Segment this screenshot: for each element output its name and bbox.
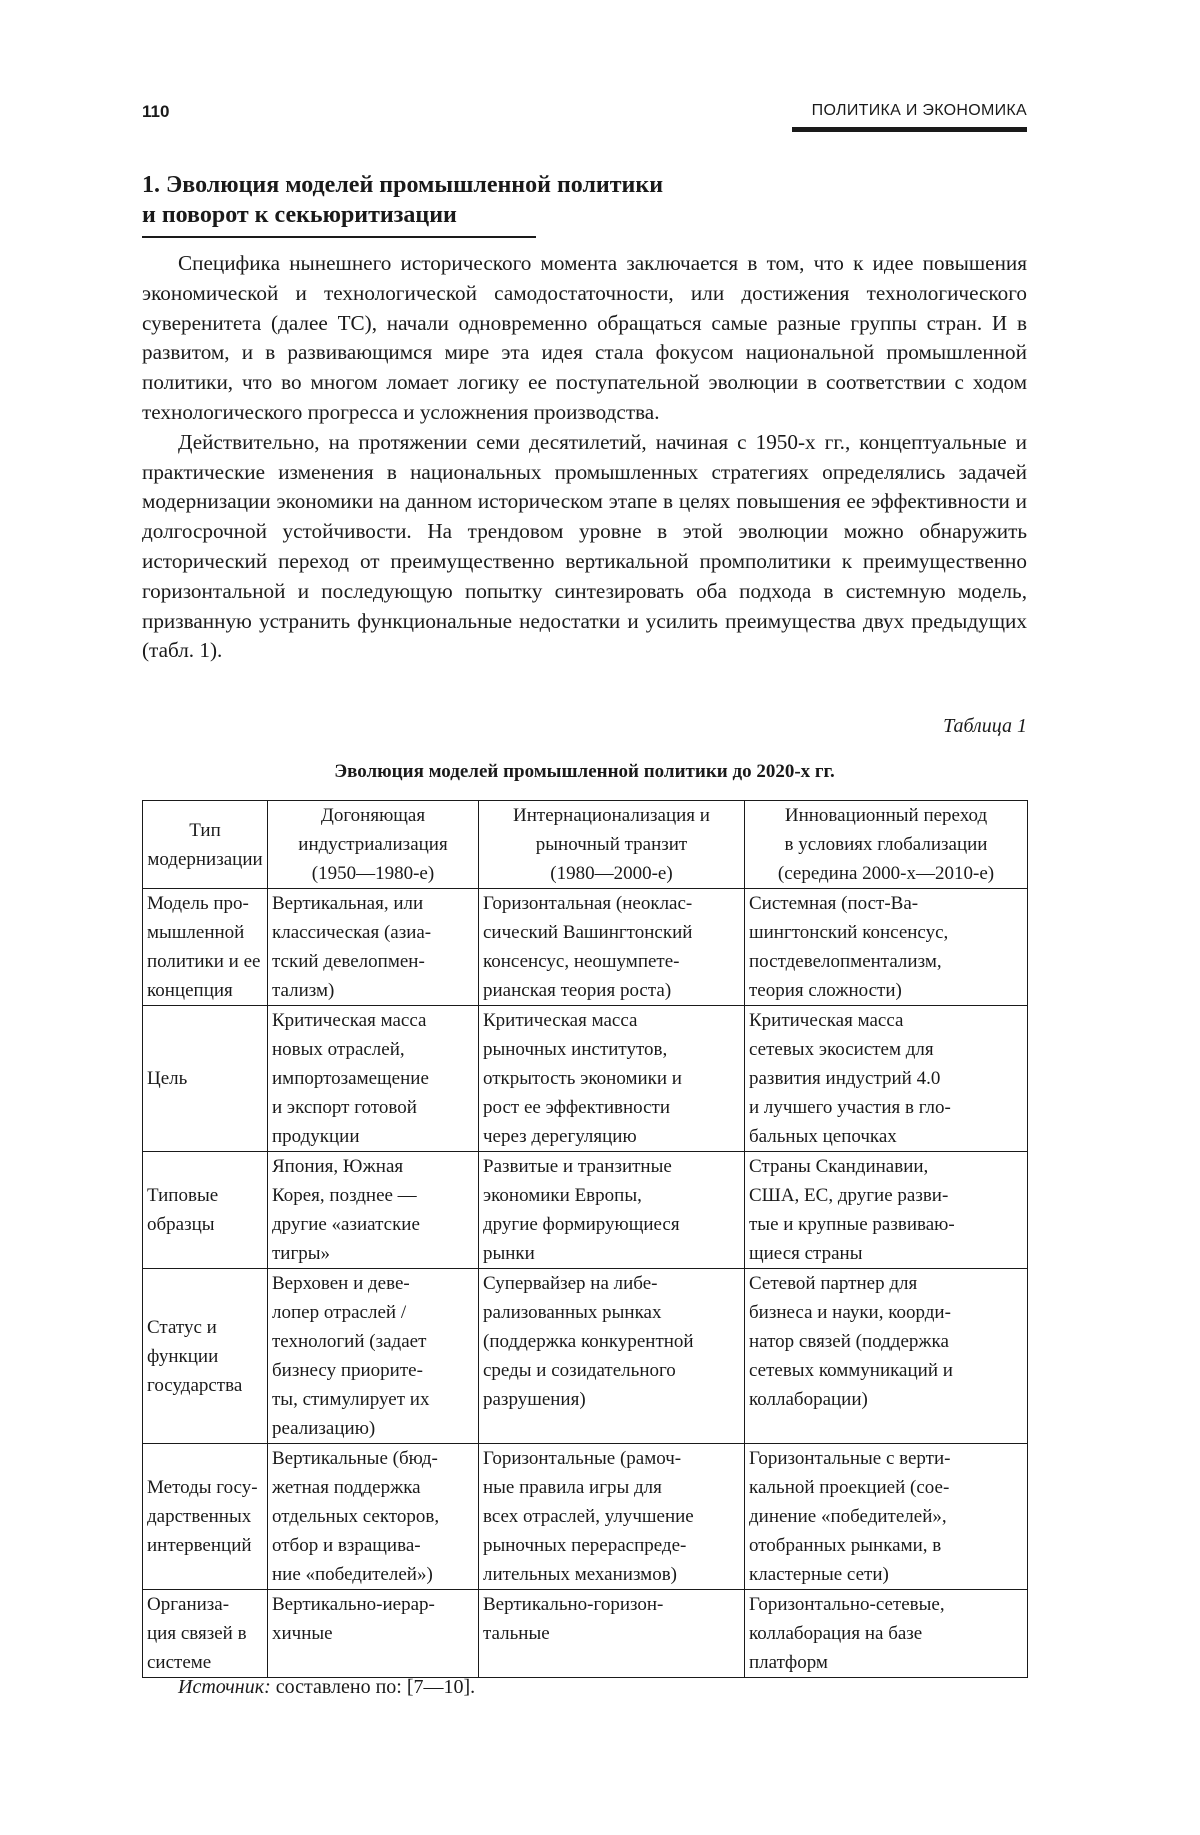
cell-line: Методы госу- — [147, 1477, 258, 1498]
cell-line: Горизонтальные (рамоч- — [483, 1448, 682, 1469]
cell-line: сетевых коммуникаций и — [749, 1360, 953, 1381]
cell-line: отбор и взращива- — [272, 1535, 421, 1556]
table-cell — [745, 1590, 1028, 1678]
table-cell — [268, 1006, 479, 1152]
cell-line: бизнеса и науки, коорди- — [749, 1302, 951, 1323]
cell-line: всех отраслей, улучшение — [483, 1506, 694, 1527]
cell-line: и лучшего участия в гло- — [749, 1097, 951, 1118]
cell-line: рыночных институтов, — [483, 1039, 668, 1060]
table-cell — [745, 889, 1028, 1006]
cell-line: ные правила игры для — [483, 1477, 662, 1498]
table-cell — [745, 1152, 1028, 1269]
paragraph: Специфика нынешнего исторического момента заключается в том, что к идее повышения экономической и технологической самодостаточности, или достижения технологического суверенитета (далее ТС), начали одновременно обращаться самые разные группы стран. И в развитом, и в развивающимся мире эта идея стала фокусом национальной промышленной политики, что во многом ломает логику ее поступательной эволюции в соответствии с ходом технологического прогресса и усложнения производства. — [142, 251, 1027, 424]
table-cell — [268, 1269, 479, 1444]
table-cell — [479, 1269, 745, 1444]
cell-line: консенсус, неошумпете- — [483, 951, 680, 972]
cell-line: модернизации — [147, 848, 263, 870]
cell-line: шингтонский консенсус, — [749, 922, 949, 943]
source-text: составлено по: [7—10]. — [270, 1676, 476, 1698]
cell-line: Горизонтальная (неоклас- — [483, 893, 693, 914]
cell-line: (1980—2000-е) — [550, 863, 673, 884]
cell-line: и экспорт готовой — [272, 1097, 417, 1118]
cell-line: лительных механизмов) — [483, 1564, 677, 1585]
cell-line: экономики Европы, — [483, 1185, 642, 1206]
cell-line: классическая (азиа- — [272, 922, 432, 943]
body-text — [142, 249, 1027, 666]
running-section-name: ПОЛИТИКА И ЭКОНОМИКА — [811, 102, 1027, 119]
cell-line: Статус и — [147, 1316, 217, 1338]
table-cell — [745, 1006, 1028, 1152]
table-row — [143, 1590, 1028, 1678]
cell-line: кальной проекцией (сое- — [749, 1477, 950, 1498]
cell-line: тальные — [483, 1623, 550, 1644]
cell-line: Развитые и транзитные — [483, 1156, 672, 1177]
cell-line: отобранных рынками, в — [749, 1535, 942, 1556]
cell-line: дарственных — [147, 1506, 252, 1527]
table-header-row — [143, 801, 1028, 889]
cell-line: США, ЕС, другие разви- — [749, 1185, 949, 1206]
row-header-cell — [143, 1269, 268, 1444]
cell-line: Критическая масса — [749, 1010, 904, 1031]
table-cell — [268, 1152, 479, 1269]
row-header-cell — [143, 1590, 268, 1678]
cell-line: кластерные сети) — [749, 1564, 889, 1585]
cell-line: ты, стимулирует их — [272, 1389, 430, 1410]
cell-line: коллаборация на базе — [749, 1623, 923, 1644]
table-cell — [268, 889, 479, 1006]
row-header-cell — [143, 1006, 268, 1152]
cell-line: (середина 2000-х—2010-е) — [777, 863, 995, 884]
cell-line: тский девелопмен- — [272, 951, 425, 972]
table-row — [143, 1269, 1028, 1444]
cell-line: Критическая масса — [272, 1010, 427, 1031]
cell-line: реализацию) — [272, 1418, 376, 1439]
page-number: 110 — [142, 102, 170, 121]
models-table — [142, 800, 1028, 1678]
cell-line: Страны Скандинавии, — [749, 1156, 929, 1177]
table-row — [143, 889, 1028, 1006]
row-header-cell — [143, 889, 268, 1006]
cell-line: Типовые — [147, 1185, 219, 1206]
section-title — [142, 170, 762, 230]
header-cell — [268, 801, 479, 889]
header-cell-type — [143, 801, 268, 889]
cell-line: отдельных секторов, — [272, 1506, 440, 1527]
cell-line: интервенций — [147, 1535, 252, 1556]
cell-line: продукции — [272, 1126, 360, 1147]
cell-line: Организа- — [147, 1594, 230, 1615]
cell-line: рыночных перераспреде- — [483, 1535, 687, 1556]
cell-line: образцы — [147, 1214, 215, 1235]
cell-line: другие формирующиеся — [483, 1214, 680, 1235]
table-cell — [479, 1152, 745, 1269]
cell-line: другие «азиатские — [272, 1214, 420, 1235]
title-underline — [142, 236, 536, 238]
cell-line: Вертикально-горизон- — [483, 1594, 664, 1615]
table-body — [143, 889, 1028, 1678]
cell-line: динение «победителей», — [749, 1506, 947, 1527]
cell-line: жетная поддержка — [272, 1477, 421, 1498]
row-header-cell — [143, 1444, 268, 1590]
cell-line: натор связей (поддержка — [749, 1331, 949, 1352]
cell-line: политики и ее — [147, 951, 261, 972]
table-cell — [268, 1590, 479, 1678]
cell-line: платформ — [749, 1652, 828, 1673]
cell-line: концепция — [147, 980, 233, 1001]
section-title-line: 1. Эволюция моделей промышленной политики — [142, 172, 664, 198]
header-rule — [792, 127, 1027, 132]
table-cell — [479, 889, 745, 1006]
cell-line: в условиях глобализации — [784, 834, 988, 855]
cell-line: сический Вашингтонский — [483, 922, 693, 943]
cell-line: постдевелопментализм, — [749, 951, 942, 972]
cell-line: тализм) — [272, 980, 335, 1001]
cell-line: импортозамещение — [272, 1068, 429, 1089]
running-head — [142, 100, 1027, 134]
cell-line: разрушения) — [483, 1389, 586, 1410]
book-page — [142, 0, 1027, 1835]
section-title-line: и поворот к секьюритизации — [142, 202, 457, 228]
cell-line: Сетевой партнер для — [749, 1273, 918, 1294]
cell-line: Догоняющая — [320, 805, 426, 826]
cell-line: бальных цепочках — [749, 1126, 897, 1147]
cell-line: Интернационализация и — [513, 805, 710, 826]
cell-line: ние «победителей») — [272, 1564, 433, 1585]
cell-line: индустриализация — [298, 834, 448, 855]
cell-line: рост ее эффективности — [483, 1097, 671, 1118]
cell-line: (1950—1980-е) — [311, 863, 435, 884]
cell-line: бизнесу приорите- — [272, 1360, 423, 1381]
cell-line: системе — [147, 1652, 212, 1673]
table-label: Таблица 1 — [943, 715, 1027, 737]
cell-line: Вертикально-иерар- — [272, 1594, 435, 1615]
cell-line: лопер отраслей / — [272, 1302, 407, 1323]
table-cell — [745, 1444, 1028, 1590]
cell-line: через дерегуляцию — [483, 1126, 637, 1147]
cell-line: среды и созидательного — [483, 1360, 676, 1381]
cell-line: Тип — [189, 819, 221, 841]
table-row — [143, 1152, 1028, 1269]
table-row — [143, 1006, 1028, 1152]
cell-line: Модель про- — [147, 893, 249, 914]
paragraph: Действительно, на протяжении семи десятилетий, начиная с 1950-х гг., концептуальные и практические изменения в национальных промышленных стратегиях определялись задачей модернизации экономики на данном историческом этапе в целях повышения ее эффективности и долгосрочной устойчивости. На трендовом уровне в этой эволюции можно обнаружить исторический переход от преимущественно вертикальной промполитики к преимущественно горизонтальной и последующую попытку синтезировать оба подхода в системную модель, призванную устранить функциональные недостатки и усилить преимущества двух предыдущих (табл. 1). — [142, 429, 1027, 663]
header-cell — [745, 801, 1028, 889]
cell-line: рыночный транзит — [535, 834, 688, 855]
cell-line: функции — [147, 1345, 219, 1367]
row-header-cell — [143, 1152, 268, 1269]
table-cell — [745, 1269, 1028, 1444]
cell-line: Инновационный переход — [784, 805, 988, 826]
table-title: Эволюция моделей промышленной политики до 2020-х гг. — [334, 761, 835, 782]
source-label: Источник: — [178, 1676, 271, 1698]
cell-line: Супервайзер на либе- — [483, 1273, 658, 1294]
cell-line: открытость экономики и — [483, 1068, 682, 1089]
cell-line: (поддержка конкурентной — [483, 1331, 694, 1352]
cell-line: рынки — [483, 1243, 535, 1264]
cell-line: Горизонтально-сетевые, — [749, 1594, 945, 1615]
cell-line: технологий (задает — [272, 1331, 427, 1352]
cell-line: коллаборации) — [749, 1389, 868, 1410]
cell-line: Горизонтальные с верти- — [749, 1448, 951, 1469]
table-cell — [479, 1444, 745, 1590]
cell-line: тые и крупные развиваю- — [749, 1214, 955, 1235]
cell-line: развития индустрий 4.0 — [749, 1068, 941, 1089]
header-cell — [479, 801, 745, 889]
cell-line: Япония, Южная — [272, 1156, 404, 1177]
cell-line: Верховен и деве- — [272, 1273, 410, 1294]
cell-line: Вертикальная, или — [272, 893, 424, 914]
cell-line: рализованных рынках — [483, 1302, 662, 1323]
cell-line: тигры» — [272, 1243, 331, 1264]
cell-line: хичные — [272, 1623, 333, 1644]
cell-line: Цель — [147, 1068, 188, 1089]
table-cell — [479, 1590, 745, 1678]
cell-line: Вертикальные (бюд- — [272, 1448, 438, 1469]
cell-line: государства — [147, 1374, 243, 1396]
cell-line: мышленной — [147, 922, 245, 943]
table-cell — [479, 1006, 745, 1152]
table-row — [143, 1444, 1028, 1590]
cell-line: Системная (пост-Ва- — [749, 893, 919, 914]
cell-line: новых отраслей, — [272, 1039, 405, 1060]
table-cell — [268, 1444, 479, 1590]
cell-line: Критическая масса — [483, 1010, 638, 1031]
source-note — [178, 1676, 475, 1699]
cell-line: щиеся страны — [749, 1243, 863, 1264]
cell-line: Корея, позднее — — [272, 1185, 417, 1206]
cell-line: ция связей в — [147, 1623, 247, 1644]
cell-line: теория сложности) — [749, 980, 902, 1001]
cell-line: рианская теория роста) — [483, 980, 672, 1001]
cell-line: сетевых экосистем для — [749, 1039, 934, 1060]
